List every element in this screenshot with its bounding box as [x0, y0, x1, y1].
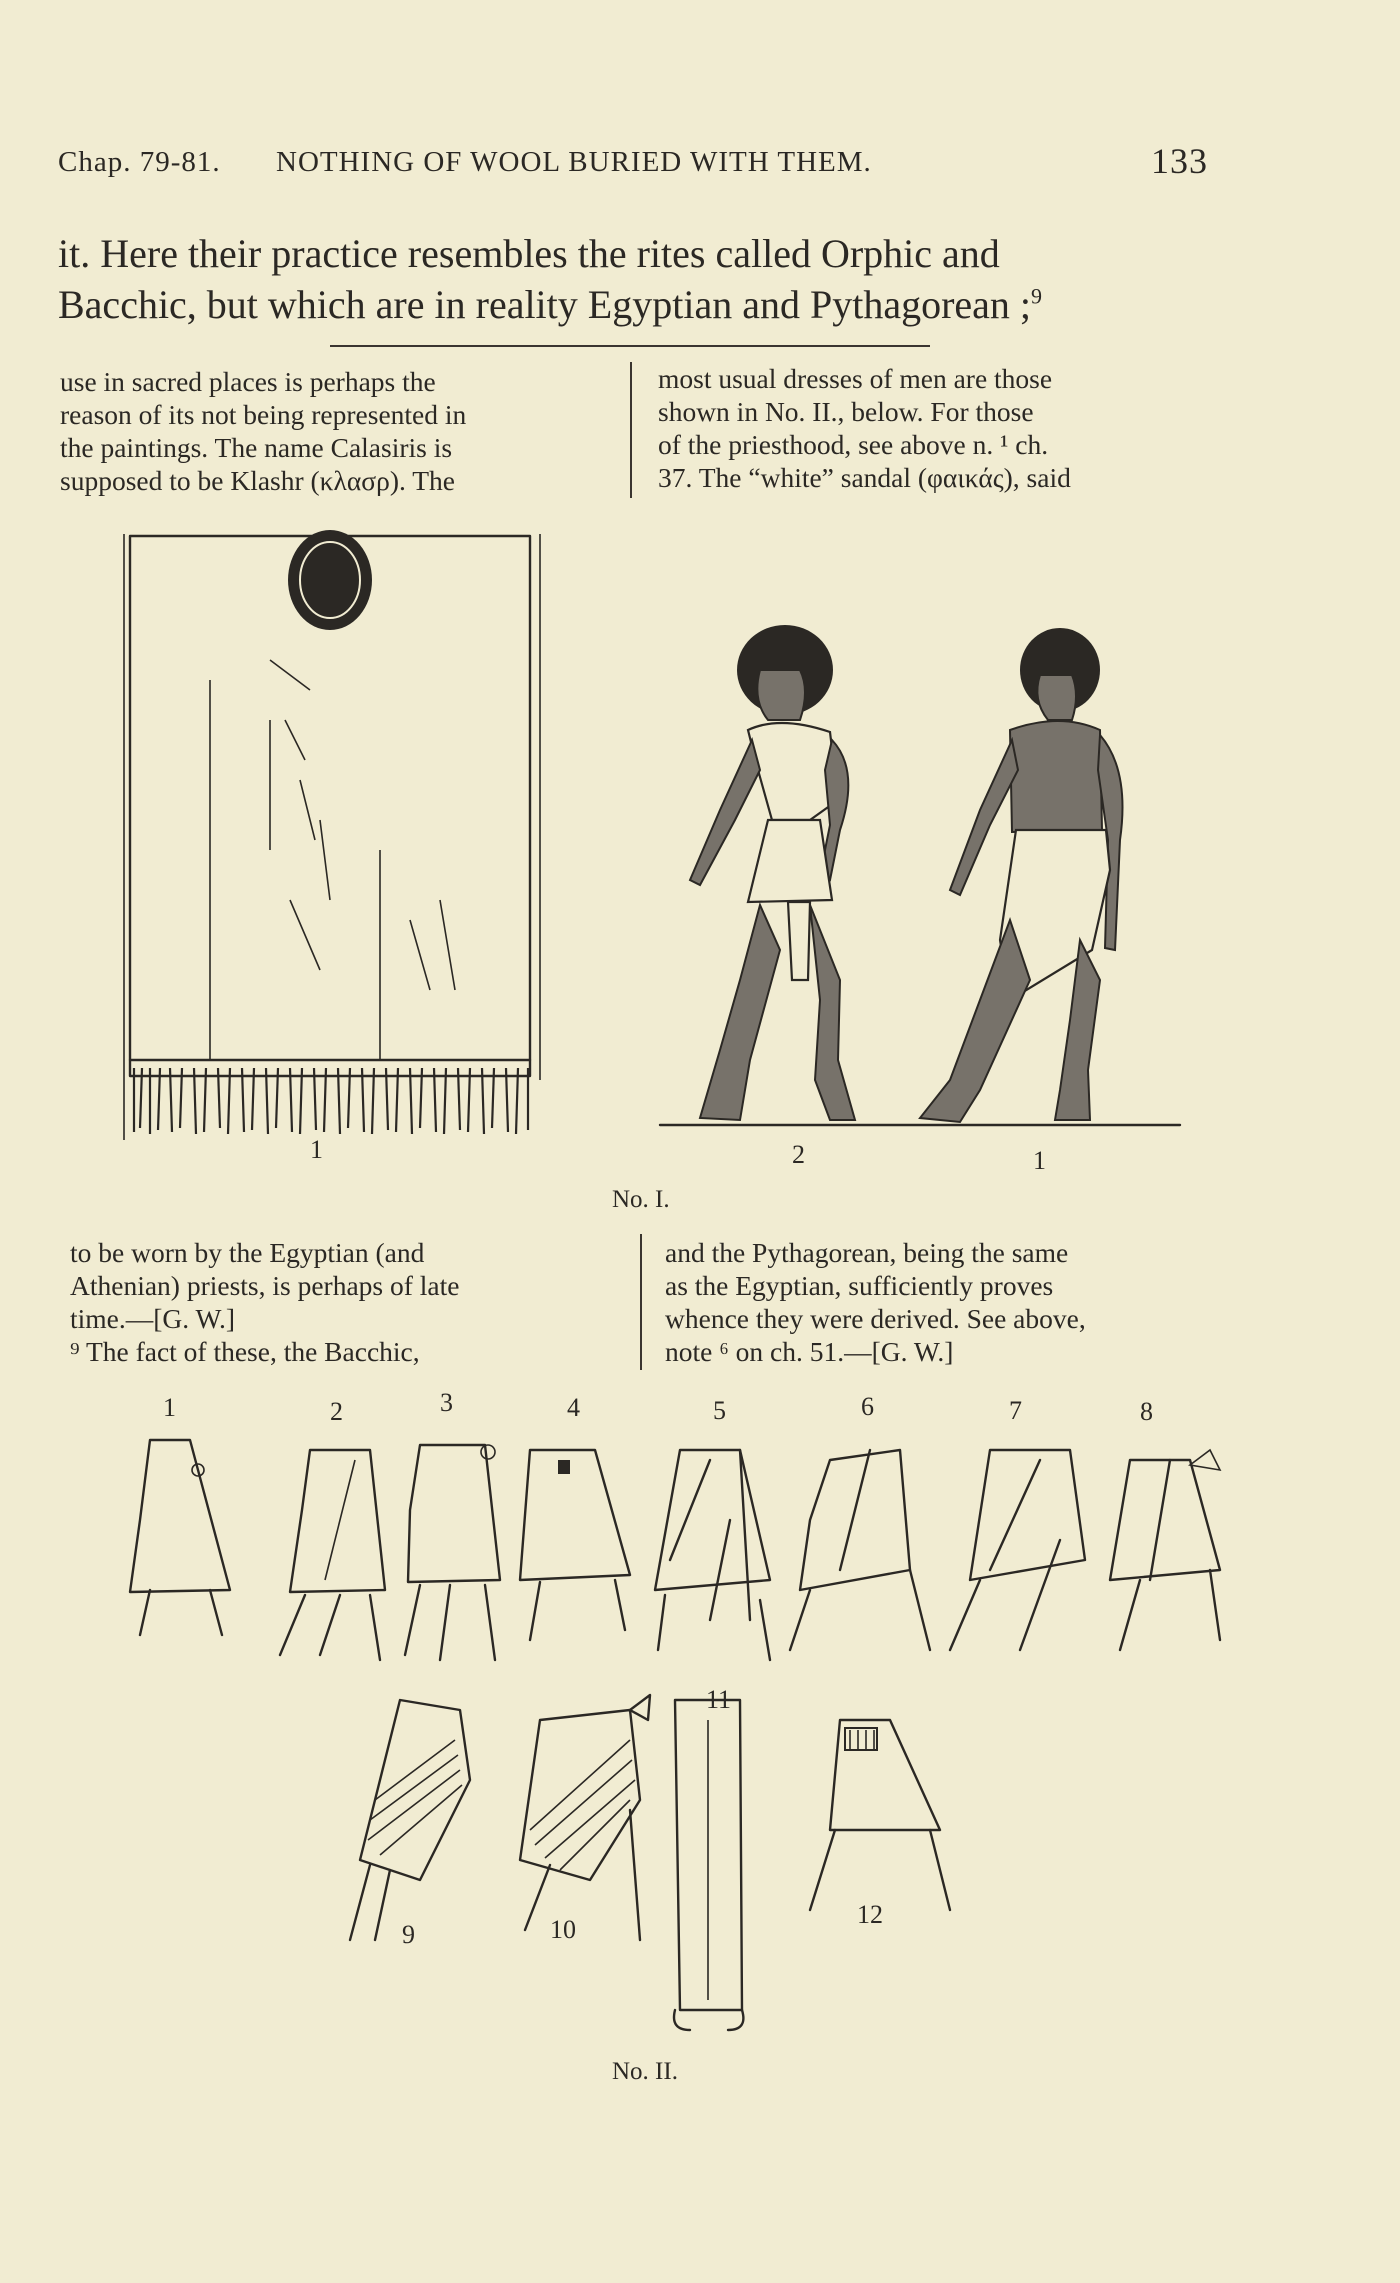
garment-5	[655, 1450, 770, 1660]
footnote-line: 37. The “white” sandal (φαικάς), said	[658, 462, 1071, 493]
main-text-line-2	[58, 281, 1042, 328]
page-heading: NOTHING OF WOOL BURIED WITH THEM.	[276, 146, 872, 178]
garment-11	[674, 1700, 743, 2030]
column-divider-2	[640, 1234, 642, 1370]
figure-2-label-3: 3	[440, 1388, 453, 1417]
footnote-line: supposed to be Klashr (κλασρ). The	[60, 465, 455, 496]
figure-2-label-6: 6	[861, 1392, 874, 1421]
figure-2-label-12: 12	[857, 1900, 883, 1929]
garment-2	[280, 1450, 385, 1660]
footnote-line: of the priesthood, see above n. ¹ ch.	[658, 429, 1049, 460]
footnote-line: and the Pythagorean, being the same	[665, 1237, 1069, 1268]
figure-1-label-1b: 1	[1033, 1146, 1046, 1175]
garment-1	[130, 1440, 230, 1635]
footnote-ref-9: 9	[1031, 283, 1043, 309]
footnote-column-left	[60, 365, 466, 497]
figure-2-label-7: 7	[1009, 1396, 1022, 1425]
figure-2-label-9: 9	[402, 1920, 415, 1949]
figure-2-garments-row-2	[330, 1680, 980, 2040]
footnote-line: shown in No. II., below. For those	[658, 396, 1034, 427]
main-text-line-2-text: Bacchic, but which are in reality Egyptian and Pythagorean ;	[58, 282, 1032, 327]
chapter-reference: Chap. 79-81.	[58, 146, 221, 178]
footnote-line: most usual dresses of men are those	[658, 363, 1053, 394]
figure-1-label-2: 2	[792, 1140, 805, 1169]
figure-2-label-1: 1	[163, 1393, 176, 1422]
figure-2-label-4: 4	[567, 1393, 580, 1422]
footnote-line: to be worn by the Egyptian (and	[70, 1237, 425, 1268]
figure-2-label-10: 10	[550, 1915, 576, 1944]
footnote-column-right	[658, 362, 1071, 494]
figure-1-caption: No. I.	[612, 1186, 670, 1213]
fringe	[134, 1068, 528, 1134]
figure-2-label-5: 5	[713, 1396, 726, 1425]
footnote-column-left-2	[70, 1236, 459, 1368]
garment-8	[1110, 1450, 1220, 1650]
garment-3	[405, 1445, 500, 1660]
footnote-column-right-2	[665, 1236, 1086, 1368]
main-text-line-1: it. Here their practice resembles the rites called Orphic and	[58, 231, 1000, 276]
footnote-line: use in sacred places is perhaps the	[60, 366, 436, 397]
footnote-line: time.—[G. W.]	[70, 1303, 235, 1334]
footnote-line: the paintings. The name Calasiris is	[60, 432, 453, 463]
garment-7	[950, 1450, 1085, 1650]
garment-12	[810, 1720, 950, 1910]
footnote-line: whence they were derived. See above,	[665, 1303, 1086, 1334]
figure-2-caption: No. II.	[612, 2058, 678, 2085]
footnote-line: note ⁶ on ch. 51.—[G. W.]	[665, 1336, 954, 1367]
garment-9	[350, 1700, 470, 1940]
figure-2-label-11: 11	[706, 1685, 732, 1714]
footnote-divider	[330, 345, 930, 347]
footnote-line: reason of its not being represented in	[60, 399, 467, 430]
footnote-line: Athenian) priests, is perhaps of late	[70, 1270, 460, 1301]
garment-6	[790, 1450, 930, 1650]
garment-10	[520, 1695, 650, 1940]
figure-2-garments-row-1	[110, 1420, 1260, 1670]
column-divider	[630, 362, 632, 498]
figure-1-label-1: 1	[310, 1135, 323, 1164]
running-head	[58, 140, 1208, 180]
figure-1-garment-illustration	[110, 520, 550, 1140]
man-left	[690, 625, 855, 1120]
garment-4	[520, 1450, 630, 1640]
figure-2-label-2: 2	[330, 1397, 343, 1426]
man-right	[920, 628, 1123, 1122]
page-number: 133	[1151, 141, 1208, 181]
figure-2-label-8: 8	[1140, 1397, 1153, 1426]
footnote-line: ⁹ The fact of these, the Bacchic,	[70, 1336, 420, 1367]
footnote-line: as the Egyptian, sufficiently proves	[665, 1270, 1054, 1301]
figure-1-two-men	[660, 620, 1180, 1140]
